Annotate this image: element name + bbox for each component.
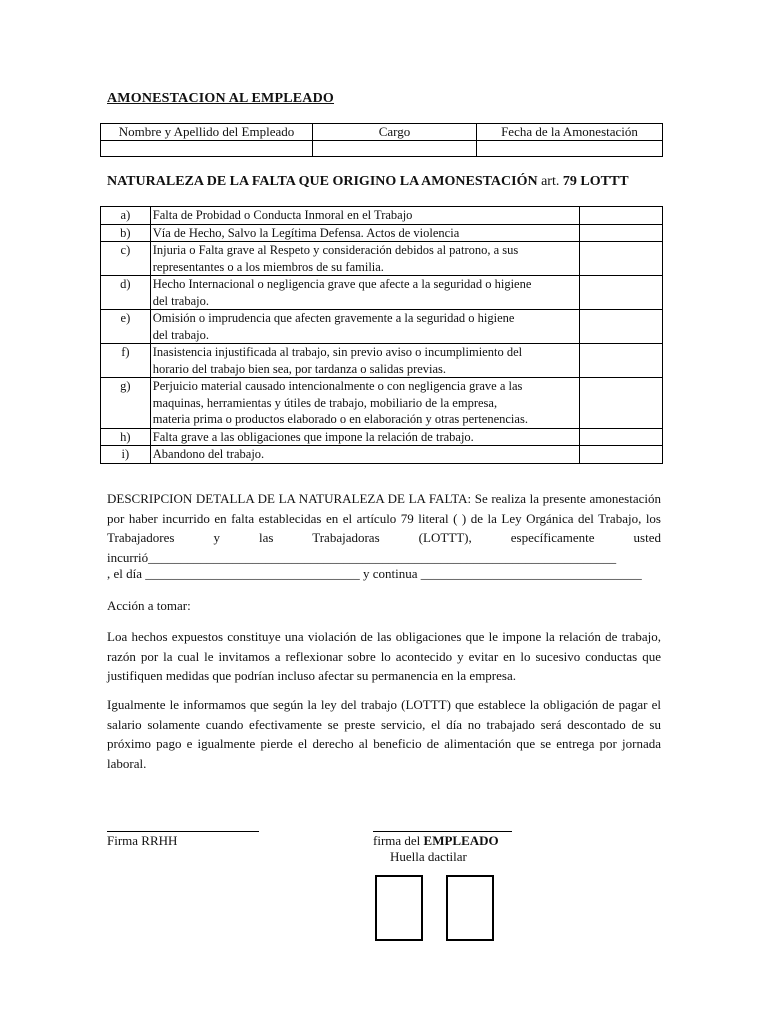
falta-description-line: maquinas, herramientas y útiles de trabajo, mobiliario de la empresa, <box>152 395 498 410</box>
naturaleza-heading-text: NATURALEZA DE LA FALTA QUE ORIGINO LA AMONESTACIÓN <box>107 174 538 189</box>
falta-description-line: Hecho Internacional o negligencia grave que afecte a la seguridad o higiene <box>152 277 532 291</box>
falta-letter: h) <box>101 428 151 446</box>
falta-letter: d) <box>101 276 151 310</box>
huella-label: Huella dactilar <box>390 849 467 864</box>
empleado-label-bold: EMPLEADO <box>423 833 499 848</box>
falta-description <box>150 276 579 310</box>
falta-row <box>101 378 663 429</box>
falta-row <box>101 207 663 225</box>
falta-letter: g) <box>101 378 151 429</box>
fecha-cell[interactable] <box>477 141 663 157</box>
falta-description <box>150 446 579 464</box>
header-cargo: Cargo <box>313 124 477 141</box>
falta-description-line: materia prima o productos elaborado o en elaboración y otras pertenencias. <box>152 412 528 426</box>
falta-row <box>101 310 663 344</box>
falta-check-cell[interactable] <box>579 242 662 276</box>
falta-description <box>150 378 579 429</box>
falta-description-line: del trabajo. <box>152 327 209 342</box>
falta-letter: f) <box>101 344 151 378</box>
falta-check-cell[interactable] <box>579 207 662 225</box>
cargo-cell[interactable] <box>313 141 477 157</box>
falta-description-line: Falta de Probidad o Conducta Inmoral en el Trabajo <box>152 208 413 222</box>
document-title: AMONESTACION AL EMPLEADO <box>107 91 335 106</box>
falta-description-line: del trabajo. <box>152 293 209 308</box>
falta-check-cell[interactable] <box>579 344 662 378</box>
falta-letter: b) <box>101 224 151 242</box>
falta-description <box>150 310 579 344</box>
falta-check-cell[interactable] <box>579 446 662 464</box>
header-nombre: Nombre y Apellido del Empleado <box>101 124 313 141</box>
falta-description-line: representantes o a los miembros de su familia. <box>152 259 384 274</box>
naturaleza-heading <box>107 174 629 190</box>
falta-check-cell[interactable] <box>579 378 662 429</box>
faltas-table <box>100 206 663 464</box>
naturaleza-art-prefix: art. <box>537 174 563 189</box>
falta-row <box>101 224 663 242</box>
rrhh-signature-label: Firma RRHH <box>107 833 178 848</box>
falta-description-line: Falta grave a las obligaciones que impone la relación de trabajo. <box>152 429 474 444</box>
empleado-signature-line <box>373 831 512 832</box>
falta-description <box>150 224 579 242</box>
falta-description <box>150 428 579 446</box>
falta-row <box>101 344 663 378</box>
falta-check-cell[interactable] <box>579 428 662 446</box>
falta-description-line: Inasistencia injustificada al trabajo, sin previo aviso o incumplimiento del <box>152 345 523 359</box>
falta-description-line: Omisión o imprudencia que afecten gravemente a la seguridad o higiene <box>152 311 515 325</box>
falta-row <box>101 428 663 446</box>
falta-description-line: Perjuicio material causado intencionalmente o con negligencia grave a las <box>152 379 523 393</box>
descripcion-date-line: , el día _________________________________ y continua __________________________________ <box>107 566 642 581</box>
paragraph-informamos: Igualmente le informamos que según la ley del trabajo (LOTTT) que establece la obligación de pagar el salario solamente cuando efectivamente se preste servicio, el día no trabajado será descontado de su próximo pago e igualmente pierde el derecho al beneficio de alimentación que se entrega por jornada laboral. <box>107 697 661 771</box>
accion-label: Acción a tomar: <box>107 598 191 613</box>
falta-description <box>150 344 579 378</box>
falta-description-line: Injuria o Falta grave al Respeto y consideración debidos al patrono, a sus <box>152 243 519 257</box>
falta-row <box>101 242 663 276</box>
falta-check-cell[interactable] <box>579 224 662 242</box>
nombre-cell[interactable] <box>101 141 313 157</box>
falta-letter: i) <box>101 446 151 464</box>
employee-table-row <box>101 141 663 157</box>
fingerprint-box-right[interactable] <box>446 875 494 941</box>
empleado-signature-label <box>373 833 499 849</box>
falta-description-line: horario del trabajo bien sea, por tardanza o salidas previas. <box>152 361 447 376</box>
falta-row <box>101 446 663 464</box>
paragraph-hechos: Loa hechos expuestos constituye una violación de las obligaciones que le impone la relación de trabajo, razón por la cual le invitamos a reflexionar sobre lo acontecido y evitar en lo sucesivo conductas que justifiquen medidas que podrían incluso afectar su permanencia en la empresa. <box>107 629 661 683</box>
falta-row <box>101 276 663 310</box>
falta-letter: a) <box>101 207 151 225</box>
falta-description <box>150 207 579 225</box>
empleado-label-prefix: firma del <box>373 833 424 848</box>
fingerprint-box-left[interactable] <box>375 875 423 941</box>
falta-letter: e) <box>101 310 151 344</box>
descripcion-paragraph: DESCRIPCION DETALLA DE LA NATURALEZA DE LA FALTA: Se realiza la presente amonestación por haber incurrido en falta establecidas en el artículo 79 literal ( ) de la Ley Orgánica del Trabajo, los Trabajadores y las Trabajadoras (LOTTT), específicamente usted incurrió________________________________________________________________________ <box>107 491 661 565</box>
naturaleza-art-ref: 79 LOTTT <box>562 174 629 189</box>
falta-check-cell[interactable] <box>579 276 662 310</box>
falta-letter: c) <box>101 242 151 276</box>
falta-description-line: Vía de Hecho, Salvo la Legítima Defensa. Actos de violencia <box>152 225 460 240</box>
falta-check-cell[interactable] <box>579 310 662 344</box>
rrhh-signature-line <box>107 831 259 832</box>
falta-description <box>150 242 579 276</box>
falta-description-line: Abandono del trabajo. <box>152 447 265 461</box>
header-fecha: Fecha de la Amonestación <box>477 124 663 141</box>
employee-table-header-row <box>101 124 663 141</box>
employee-info-table <box>100 123 663 157</box>
